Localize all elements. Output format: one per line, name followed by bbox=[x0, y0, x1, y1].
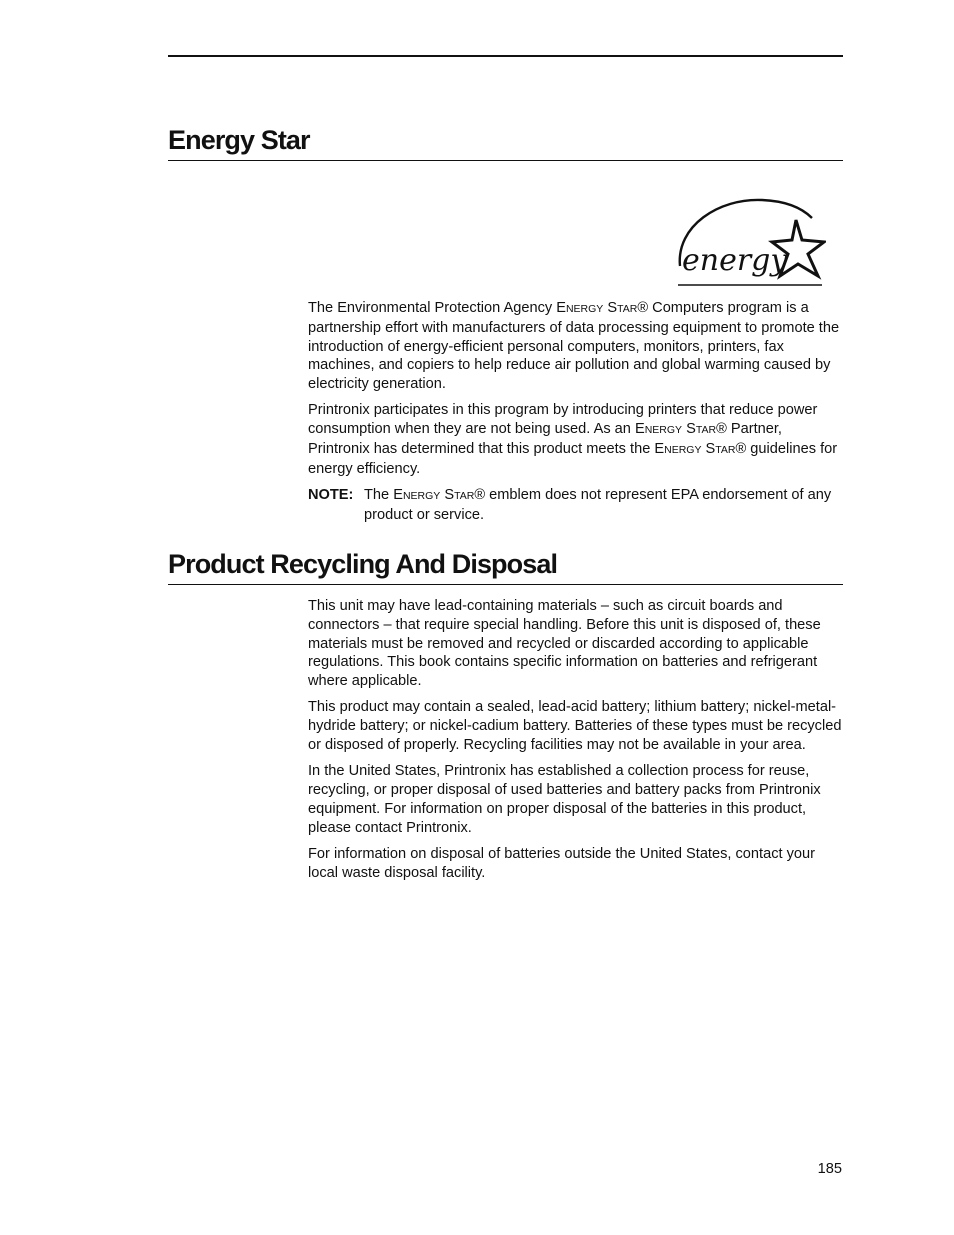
recycling-paragraph: In the United States, Printronix has established a collection process for reuse, recycling, or proper disposal of used batteries and battery packs from Printronix equipment. For information on proper disposal of the batteries in this product, please contact Printronix. bbox=[308, 763, 821, 836]
recycling-paragraph: This unit may have lead-containing materials – such as circuit boards and connectors – that require special handling. Before this unit is disposed of, these materials must be removed and recycled or discarded according to applicable regulations. This book contains specific information on batteries and refrigerant where applicable. bbox=[308, 598, 821, 690]
energy-paragraph-1: The Environmental Protection Agency ENERGY STAR® Computers program is a partnership effort with manufacturers of data processing equipment to promote the introduction of energy-efficient personal computers, monitors, printers, fax machines, and copiers to help reduce air pollution and global warming caused by electricity generation. bbox=[308, 300, 840, 393]
energy-paragraph-2: Printronix participates in this program by introducing printers that reduce power consumption when they are not being used. As an ENERGY STAR® Partner, Printronix has determined that this product meets the ENERGY STAR® guidelines for energy efficiency. bbox=[308, 402, 838, 477]
energy-logo-text: energy bbox=[682, 243, 788, 278]
recycling-body bbox=[308, 597, 843, 890]
section-heading-energy-star: Energy Star bbox=[168, 123, 843, 161]
energy-star-logo bbox=[674, 196, 826, 288]
top-rule bbox=[168, 55, 843, 57]
recycling-paragraph: For information on disposal of batteries outside the United States, contact your local waste disposal facility. bbox=[308, 846, 816, 881]
page-number: 185 bbox=[817, 1161, 842, 1177]
energy-star-body bbox=[308, 299, 843, 525]
recycling-paragraph: This product may contain a sealed, lead-acid battery; lithium battery; nickel-metal-hydride battery; or nickel-cadium battery. Batteries of these types must be recycled or disposed of properly. Recycling facilities may not be available in your area. bbox=[308, 699, 842, 754]
note-label: NOTE: bbox=[308, 487, 354, 504]
note-text: The ENERGY STAR® emblem does not represent EPA endorsement of any product or service. bbox=[364, 487, 832, 523]
note-block bbox=[308, 486, 843, 525]
section-heading-recycling: Product Recycling And Disposal bbox=[168, 547, 843, 585]
